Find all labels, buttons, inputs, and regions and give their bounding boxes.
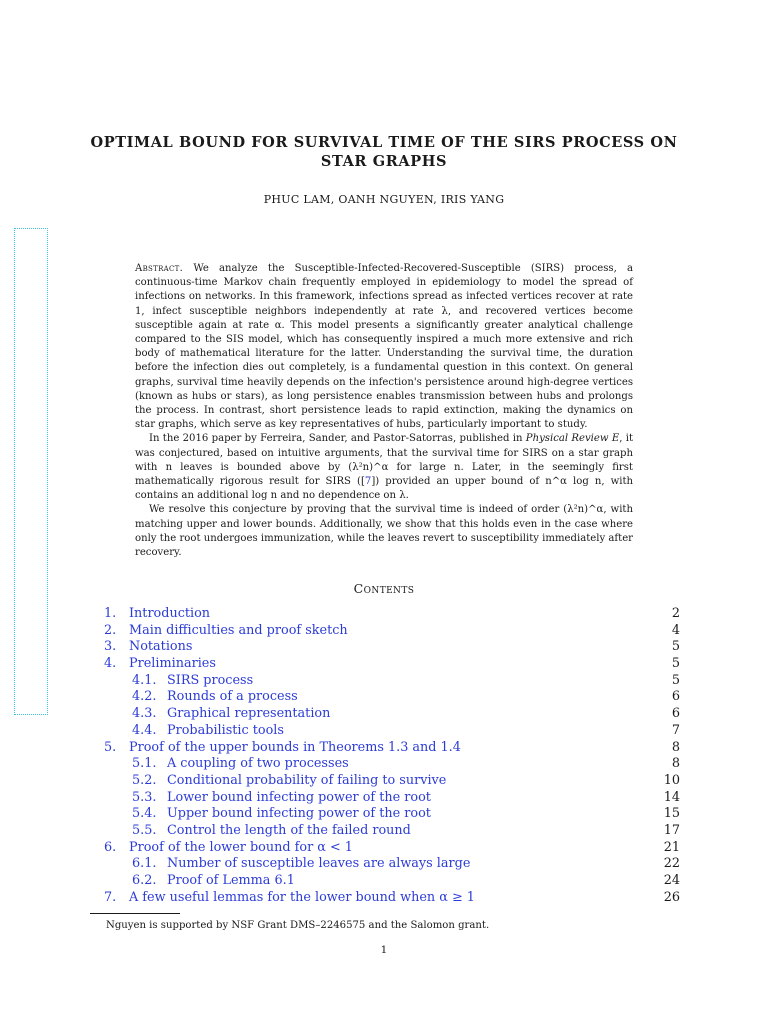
paper-title: OPTIMAL BOUND FOR SURVIVAL TIME OF THE SIRS PROCESS ON STAR GRAPHS [90,134,678,170]
toc-entry-title[interactable]: A coupling of two processes [167,756,349,772]
toc-entry-page: 26 [663,889,680,905]
toc-entry-title[interactable]: SIRS process [167,672,254,688]
abstract-paragraph-3 [135,503,633,560]
abstract-paragraph-2 [135,432,633,503]
toc-entry-title[interactable]: Main difficulties and proof sketch [129,622,348,638]
toc-entry-page: 6 [671,689,680,705]
toc-entry[interactable] [104,773,680,790]
toc-entry-page: 24 [663,873,680,888]
toc-entry-title[interactable]: Lower bound infecting power of the root [167,789,431,805]
toc-entry[interactable] [104,623,680,640]
toc-entry-page: 21 [663,839,680,855]
toc-entry-number[interactable]: 4.3. [132,706,157,722]
toc-entry-page: 8 [671,739,680,755]
toc-entry-page: 22 [663,856,680,872]
toc-entry-title[interactable]: Preliminaries [129,656,216,672]
toc-entry-page: 10 [663,772,680,788]
toc-entry[interactable] [104,656,680,673]
toc-entry-title[interactable]: Proof of the upper bounds in Theorems 1.3 and 1.4 [129,739,461,755]
toc-entry[interactable] [104,790,680,807]
toc-entry[interactable] [104,723,680,740]
toc-entry[interactable] [104,840,680,857]
toc-entry-number[interactable]: 4.2. [132,689,157,705]
toc-entry[interactable] [104,673,680,690]
toc-entry-number[interactable]: 1. [104,606,117,621]
toc-entry[interactable] [104,756,680,773]
toc-entry-title[interactable]: Notations [129,639,193,655]
toc-entry-title[interactable]: Conditional probability of failing to survive [167,772,447,788]
toc-entry-number[interactable]: 3. [104,639,117,655]
toc-entry-title[interactable]: Probabilistic tools [167,722,284,738]
toc-entry-page: 5 [671,639,680,655]
toc-entry[interactable] [104,873,680,890]
toc-entry-page: 6 [671,706,680,722]
toc-entry-number[interactable]: 5. [104,739,117,755]
toc-entry-page: 5 [671,672,680,688]
toc-entry-number[interactable]: 4.4. [132,722,157,738]
toc-entry-number[interactable]: 5.4. [132,806,157,822]
toc-entry-page: 7 [671,722,680,738]
toc-entry-number[interactable]: 4.1. [132,672,157,688]
toc-entry-page: 5 [671,656,680,672]
footnote-divider [90,913,180,914]
toc-entry-number[interactable]: 6.2. [132,873,157,888]
toc-entry-title[interactable]: Graphical representation [167,706,331,722]
abstract-text-3: We resolve this conjecture by proving that the survival time is indeed of order (λ²n)^α, with matching upper and lower bounds. Additionally, we show that this holds even in the case where only the root undergoes immunization, while the leaves revert to susceptibility immediately after recovery. [135,504,633,559]
journal-name: Physical Review E [525,433,620,445]
toc-entry-title[interactable]: Introduction [129,606,211,621]
toc-entry-number[interactable]: 4. [104,656,117,672]
toc-entry-title[interactable]: Rounds of a process [167,689,298,705]
toc-entry-title[interactable]: Upper bound infecting power of the root [167,806,431,822]
toc-entry-page: 2 [671,606,680,621]
toc-entry-title[interactable]: Control the length of the failed round [167,822,411,838]
abstract-text-2c: ]) provided an upper bound of n^α log n, with contains an additional log n and no dependence on λ. [135,476,634,502]
abstract [135,262,633,560]
toc-entry-number[interactable]: 7. [104,889,117,905]
toc-entry-title[interactable]: Proof of the lower bound for α < 1 [129,839,353,855]
page-number: 1 [380,944,388,956]
toc-entry-number[interactable]: 5.1. [132,756,157,772]
toc-entry-number[interactable]: 6. [104,839,117,855]
toc-entry-number[interactable]: 5.3. [132,789,157,805]
toc-entry-page: 8 [671,756,680,772]
toc-entry[interactable] [104,823,680,840]
toc-entry-number[interactable]: 2. [104,622,117,638]
toc-entry-number[interactable]: 5.2. [132,772,157,788]
toc-entry-page: 15 [663,806,680,822]
table-of-contents [104,606,680,906]
abstract-text-2a: In the 2016 paper by Ferreira, Sander, and Pastor-Satorras, published in [149,433,523,445]
toc-entry-number[interactable]: 6.1. [132,856,157,872]
toc-entry[interactable] [104,689,680,706]
toc-entry-page: 4 [671,622,680,638]
toc-entry[interactable] [104,740,680,757]
toc-entry[interactable] [104,806,680,823]
citation-link[interactable]: 7 [364,476,372,488]
toc-entry-title[interactable]: A few useful lemmas for the lower bound when α ≥ 1 [129,889,475,905]
abstract-text-1: We analyze the Susceptible-Infected-Recovered-Susceptible (SIRS) process, a continuous-time Markov chain frequently employed in epidemiology to model the spread of infections on networks. In this framework, infections spread as infected vertices recover at rate 1, infect susceptible neighbors independently at rate λ, and recovered vertices become susceptible again at rate α. This model presents a significantly greater analytical challenge compared to the SIS model, which has consequently inspired a much more extensive and rich body of mathematical literature for the latter. Understanding the survival time, the duration before the infection dies out completely, is a fundamental question in this context. On general graphs, survival time heavily depends on the infection's persistence around high-degree vertices (known as hubs or stars), as long persistence enables transmission between hubs and prolongs the process. In contrast, short persistence leads to rapid extinction, making the dynamics on star graphs, which serve as key representatives of hubs, particularly important to study. [135,263,633,431]
author-list: PHUC LAM, OANH NGUYEN, IRIS YANG [263,193,505,206]
abstract-text-2b: , it was conjectured, based on intuitive arguments, that the survival time for SIRS on a star graph with n leaves is bounded above by (λ²n)^α for large n. Later, in the seemingly first mathematically rigorous result for SIRS ([ [135,433,633,488]
toc-entry[interactable] [104,856,680,873]
footnote: Nguyen is supported by NSF Grant DMS–2246575 and the Salomon grant. [106,920,490,931]
toc-entry-page: 17 [663,822,680,838]
toc-entry-page: 14 [663,789,680,805]
toc-entry-title[interactable]: Proof of Lemma 6.1 [167,873,295,888]
toc-entry[interactable] [104,639,680,656]
abstract-paragraph-1 [135,262,633,432]
hyperlink-annotation-box[interactable] [14,228,48,715]
toc-entry[interactable] [104,706,680,723]
abstract-label: Abstract. [135,263,184,274]
contents-heading: Contents [353,581,415,596]
toc-entry-number[interactable]: 5.5. [132,822,157,838]
toc-entry[interactable] [104,606,680,623]
toc-entry-title[interactable]: Number of susceptible leaves are always large [167,856,471,872]
toc-entry[interactable] [104,890,680,907]
